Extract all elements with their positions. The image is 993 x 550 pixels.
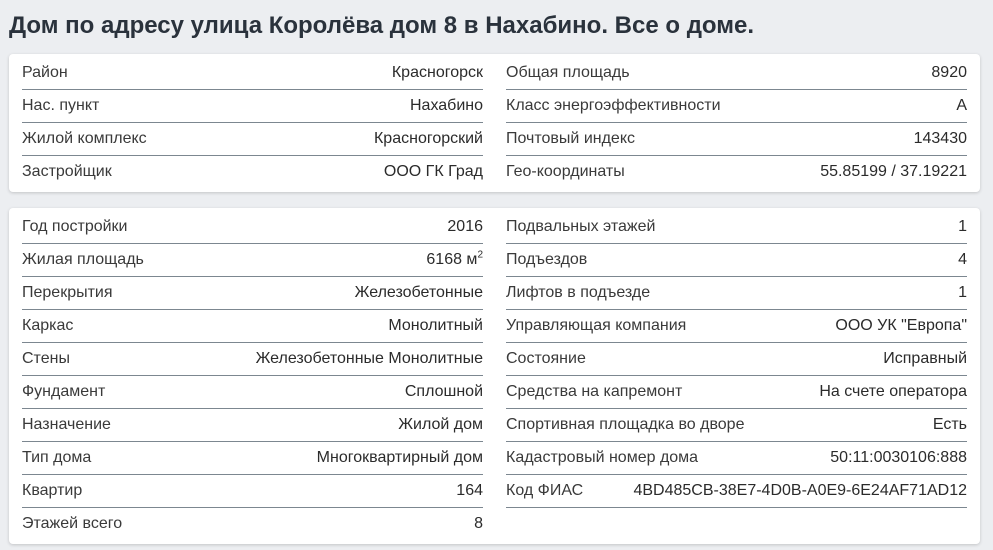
- info-label: Этажей всего: [22, 515, 123, 532]
- info-row-developer: [22, 156, 483, 188]
- info-row-foundation: [22, 376, 483, 409]
- info-value: ООО ГК Град: [383, 163, 483, 180]
- info-row-house-type: [22, 442, 483, 475]
- info-row-total-floors: [22, 508, 483, 540]
- info-row-residential-complex: [22, 123, 483, 156]
- location-info-left-column: [22, 57, 483, 188]
- info-row-basement-floors: [506, 211, 967, 244]
- info-value: Железобетонные: [354, 284, 483, 301]
- info-label: Гео-координаты: [506, 163, 625, 180]
- info-label: Жилой комплекс: [22, 130, 147, 147]
- info-value: 4BD485CB-38E7-4D0B-A0E9-6E24AF71AD12: [633, 482, 967, 499]
- info-label: Управляющая компания: [506, 317, 687, 334]
- info-value: 2016: [447, 218, 483, 235]
- info-label: Жилая площадь: [22, 251, 144, 268]
- info-row-entrances: [506, 244, 967, 277]
- info-row-frame: [22, 310, 483, 343]
- info-value: 55.85199 / 37.19221: [820, 163, 967, 180]
- info-value: [426, 251, 483, 269]
- info-value: 8: [474, 515, 483, 532]
- info-value: A: [956, 97, 967, 114]
- info-label: Стены: [22, 350, 70, 367]
- info-row-sports-ground: [506, 409, 967, 442]
- info-row-cadastral-number: [506, 442, 967, 475]
- info-label: Перекрытия: [22, 284, 113, 301]
- info-value: 1: [958, 218, 967, 235]
- info-label: Почтовый индекс: [506, 130, 635, 147]
- info-label: Общая площадь: [506, 64, 630, 81]
- info-label: Фундамент: [22, 383, 106, 400]
- info-row-living-area: [22, 244, 483, 277]
- info-label: Состояние: [506, 350, 586, 367]
- info-value: 8920: [931, 64, 967, 81]
- info-row-postal-code: [506, 123, 967, 156]
- info-value: 143430: [913, 130, 967, 147]
- building-details-left-column: [22, 211, 483, 540]
- info-value: На счете оператора: [819, 383, 967, 400]
- info-row-build-year: [22, 211, 483, 244]
- info-label: Район: [22, 64, 68, 81]
- info-row-floors-slabs: [22, 277, 483, 310]
- info-row-elevators: [506, 277, 967, 310]
- info-label: Подвальных этажей: [506, 218, 656, 235]
- info-label: Каркас: [22, 317, 74, 334]
- info-value: 164: [456, 482, 483, 499]
- info-row-walls: [22, 343, 483, 376]
- info-value: Многоквартирный дом: [316, 449, 483, 466]
- info-value: 4: [958, 251, 967, 268]
- info-label: Назначение: [22, 416, 111, 433]
- info-label: Тип дома: [22, 449, 92, 466]
- info-value: 50:11:0030106:888: [830, 449, 967, 466]
- info-value: Железобетонные Монолитные: [255, 350, 483, 367]
- info-row-capital-repair-funds: [506, 376, 967, 409]
- info-label: Лифтов в подъезде: [506, 284, 651, 301]
- info-label: Год постройки: [22, 218, 128, 235]
- info-value: 1: [958, 284, 967, 301]
- info-row-total-area: [506, 57, 967, 90]
- info-value: Исправный: [883, 350, 967, 367]
- info-row-district: [22, 57, 483, 90]
- info-label: Нас. пункт: [22, 97, 100, 114]
- building-details-right-column: [506, 211, 967, 508]
- info-value: Монолитный: [388, 317, 483, 334]
- info-label: Спортивная площадка во дворе: [506, 416, 745, 433]
- info-label: Средства на капремонт: [506, 383, 683, 400]
- info-row-apartments: [22, 475, 483, 508]
- page-title: Дом по адресу улица Королёва дом 8 в Нахабино. Все о доме.: [9, 12, 755, 39]
- info-row-fias-code: [506, 475, 967, 508]
- info-value: Жилой дом: [398, 416, 483, 433]
- info-label: Класс энергоэффективности: [506, 97, 721, 114]
- info-value: Нахабино: [409, 97, 483, 114]
- info-label: Подъездов: [506, 251, 588, 268]
- info-row-locality: [22, 90, 483, 123]
- info-row-management-company: [506, 310, 967, 343]
- info-value: Красногорск: [391, 64, 483, 81]
- info-value: ООО УК "Европа": [835, 317, 967, 334]
- info-label: Застройщик: [22, 163, 112, 180]
- location-info-right-column: [506, 57, 967, 188]
- building-details-card: [9, 208, 980, 544]
- info-value: Красногорский: [373, 130, 483, 147]
- info-row-condition: [506, 343, 967, 376]
- info-row-purpose: [22, 409, 483, 442]
- info-label: Код ФИАС: [506, 482, 584, 499]
- info-label: Квартир: [22, 482, 83, 499]
- area-unit-superscript: 2: [477, 249, 483, 261]
- info-row-geo-coordinates: [506, 156, 967, 188]
- info-label: Кадастровый номер дома: [506, 449, 699, 466]
- info-value: Сплошной: [404, 383, 483, 400]
- living-area-number: 6168 м: [426, 251, 478, 268]
- location-info-card: [9, 54, 980, 192]
- info-value: Есть: [932, 416, 967, 433]
- info-row-energy-class: [506, 90, 967, 123]
